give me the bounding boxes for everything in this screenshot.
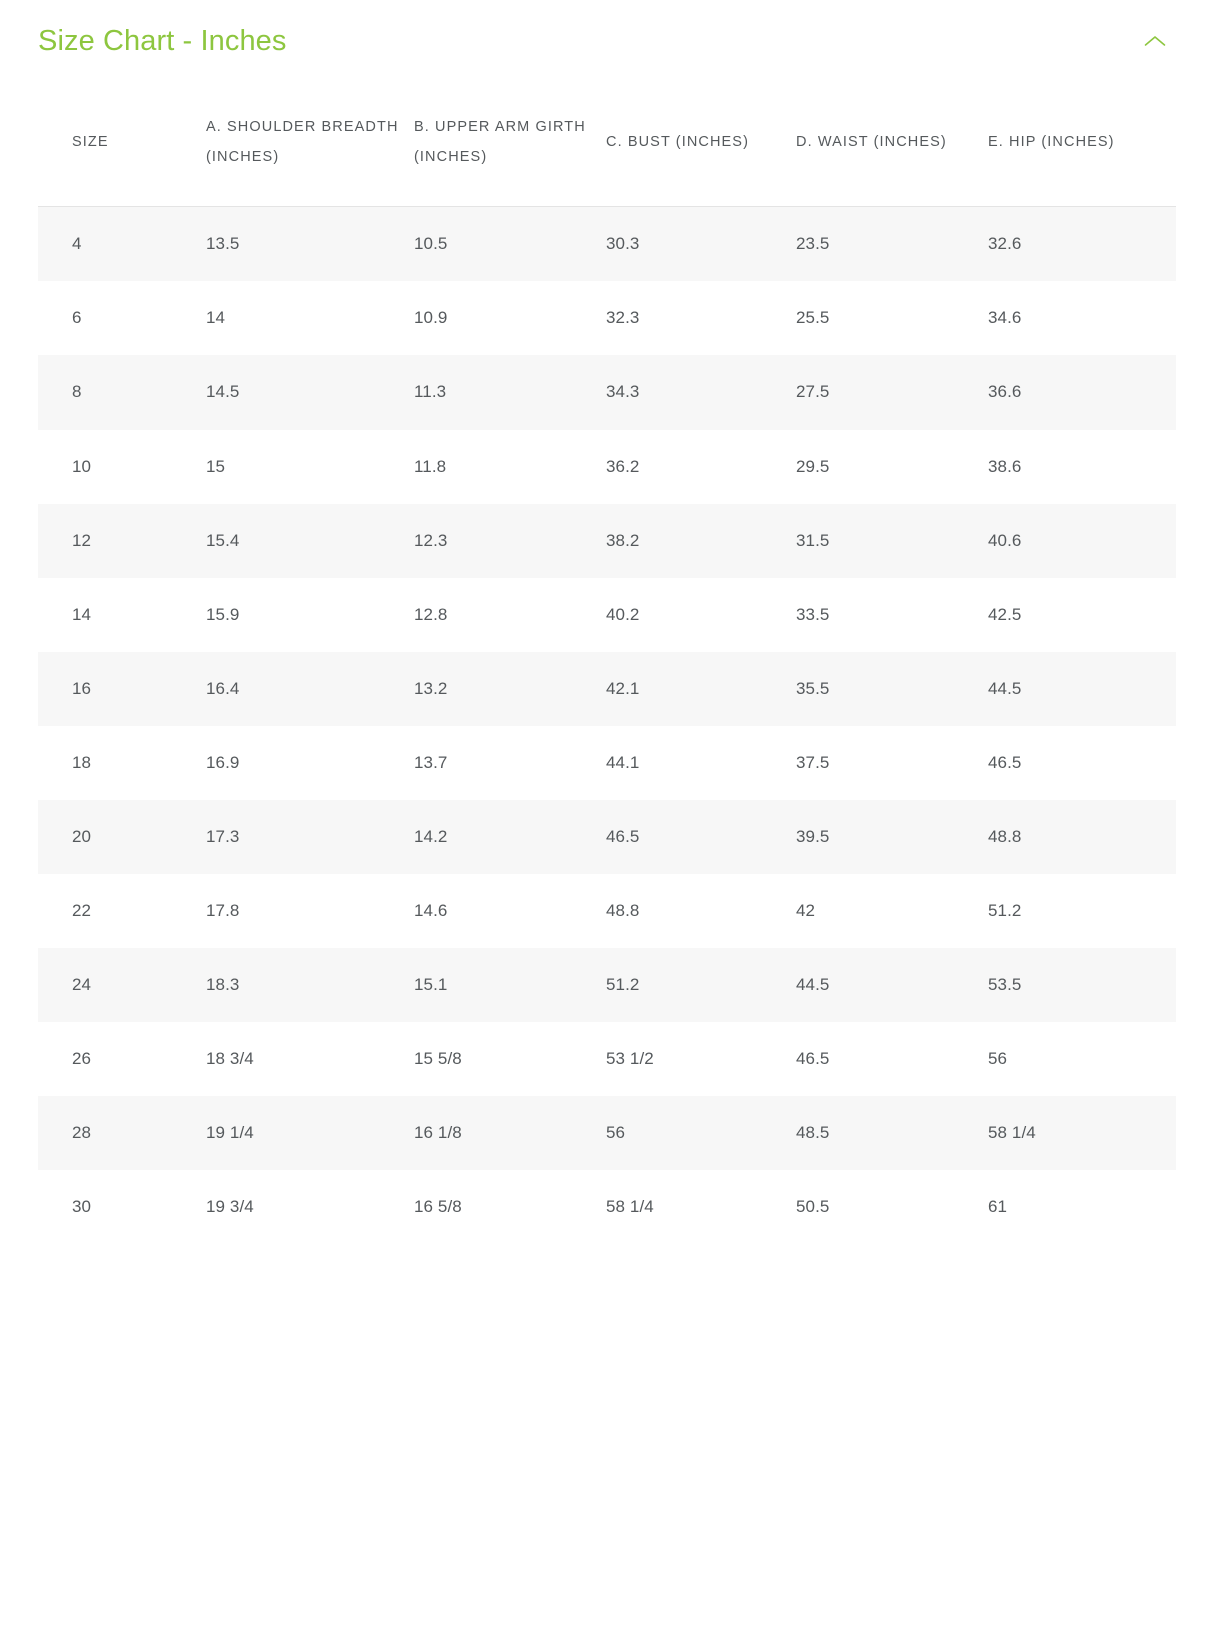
table-row [38, 504, 1176, 578]
cell-bust: 38.2 [606, 530, 640, 550]
cell-size: 4 [72, 234, 82, 254]
table-row [38, 726, 1176, 800]
cell-waist: 27.5 [796, 382, 830, 402]
table-row [38, 578, 1176, 652]
cell-shoulder-breadth: 17.8 [206, 901, 240, 921]
cell-upper-arm-girth: 16 5/8 [414, 1197, 462, 1217]
cell-waist: 35.5 [796, 678, 830, 698]
cell-hip: 53.5 [988, 975, 1022, 995]
cell-waist: 31.5 [796, 530, 830, 550]
cell-upper-arm-girth: 14.2 [414, 826, 448, 846]
cell-bust: 34.3 [606, 382, 640, 402]
cell-waist: 42 [796, 901, 816, 921]
cell-hip: 48.8 [988, 826, 1022, 846]
column-header-shoulder-breadth: A. SHOULDER BREADTH (INCHES) [206, 79, 414, 207]
table-row [38, 281, 1176, 355]
cell-shoulder-breadth: 18.3 [206, 975, 240, 995]
cell-shoulder-breadth: 15 [206, 456, 226, 476]
cell-hip: 42.5 [988, 604, 1022, 624]
cell-waist: 29.5 [796, 456, 830, 476]
column-header-upper-arm-girth: B. UPPER ARM GIRTH (INCHES) [414, 79, 606, 207]
table-row [38, 948, 1176, 1022]
cell-hip: 32.6 [988, 234, 1022, 254]
cell-hip: 51.2 [988, 901, 1022, 921]
cell-size: 6 [72, 308, 82, 328]
cell-size: 30 [72, 1197, 92, 1217]
cell-upper-arm-girth: 16 1/8 [414, 1123, 462, 1143]
cell-size: 18 [72, 752, 92, 772]
cell-bust: 58 1/4 [606, 1197, 654, 1217]
cell-size: 22 [72, 901, 92, 921]
cell-waist: 33.5 [796, 604, 830, 624]
cell-bust: 48.8 [606, 901, 640, 921]
table-row [38, 1170, 1176, 1244]
cell-shoulder-breadth: 14 [206, 308, 226, 328]
table-row [38, 355, 1176, 429]
cell-size: 24 [72, 975, 92, 995]
cell-bust: 56 [606, 1123, 626, 1143]
chevron-up-icon [1144, 35, 1166, 47]
cell-hip: 61 [988, 1197, 1008, 1217]
cell-upper-arm-girth: 12.3 [414, 530, 448, 550]
cell-size: 12 [72, 530, 92, 550]
cell-upper-arm-girth: 13.2 [414, 678, 448, 698]
table-row [38, 1096, 1176, 1170]
cell-bust: 40.2 [606, 604, 640, 624]
table-body [38, 207, 1176, 1245]
cell-hip: 38.6 [988, 456, 1022, 476]
cell-hip: 58 1/4 [988, 1123, 1036, 1143]
panel-header [0, 0, 1214, 79]
cell-bust: 44.1 [606, 752, 640, 772]
size-chart-table [38, 79, 1176, 1245]
cell-hip: 46.5 [988, 752, 1022, 772]
cell-waist: 37.5 [796, 752, 830, 772]
column-header-size: SIZE [38, 79, 206, 207]
column-header-waist: D. WAIST (INCHES) [796, 79, 988, 207]
cell-waist: 48.5 [796, 1123, 830, 1143]
table-head [38, 79, 1176, 207]
table-row [38, 652, 1176, 726]
cell-shoulder-breadth: 17.3 [206, 826, 240, 846]
cell-upper-arm-girth: 15 5/8 [414, 1049, 462, 1069]
cell-shoulder-breadth: 15.4 [206, 530, 240, 550]
cell-bust: 36.2 [606, 456, 640, 476]
table-row [38, 207, 1176, 282]
table-header-row [38, 79, 1176, 207]
cell-size: 14 [72, 604, 92, 624]
cell-bust: 51.2 [606, 975, 640, 995]
cell-size: 10 [72, 456, 92, 476]
cell-upper-arm-girth: 11.8 [414, 456, 447, 476]
cell-bust: 46.5 [606, 826, 640, 846]
cell-size: 8 [72, 382, 82, 402]
cell-waist: 46.5 [796, 1049, 830, 1069]
cell-shoulder-breadth: 15.9 [206, 604, 240, 624]
size-table-container [0, 79, 1214, 1245]
cell-upper-arm-girth: 10.9 [414, 308, 448, 328]
cell-waist: 44.5 [796, 975, 830, 995]
table-row [38, 1022, 1176, 1096]
cell-bust: 32.3 [606, 308, 640, 328]
cell-upper-arm-girth: 13.7 [414, 752, 448, 772]
cell-hip: 34.6 [988, 308, 1022, 328]
cell-upper-arm-girth: 14.6 [414, 901, 448, 921]
table-row [38, 874, 1176, 948]
collapse-toggle-button[interactable] [1136, 29, 1174, 53]
cell-size: 16 [72, 678, 92, 698]
cell-hip: 36.6 [988, 382, 1022, 402]
cell-shoulder-breadth: 16.9 [206, 752, 240, 772]
cell-shoulder-breadth: 18 3/4 [206, 1049, 254, 1069]
cell-shoulder-breadth: 16.4 [206, 678, 240, 698]
column-header-bust: C. BUST (INCHES) [606, 79, 796, 207]
cell-hip: 44.5 [988, 678, 1022, 698]
column-header-hip: E. HIP (INCHES) [988, 79, 1176, 207]
cell-shoulder-breadth: 13.5 [206, 234, 240, 254]
cell-upper-arm-girth: 11.3 [414, 382, 447, 402]
cell-waist: 50.5 [796, 1197, 830, 1217]
cell-bust: 42.1 [606, 678, 640, 698]
cell-bust: 30.3 [606, 234, 640, 254]
cell-hip: 56 [988, 1049, 1008, 1069]
table-row [38, 430, 1176, 504]
cell-shoulder-breadth: 19 1/4 [206, 1123, 254, 1143]
cell-upper-arm-girth: 15.1 [414, 975, 448, 995]
cell-waist: 39.5 [796, 826, 830, 846]
cell-size: 20 [72, 826, 92, 846]
page-title: Size Chart - Inches [38, 25, 287, 57]
cell-upper-arm-girth: 12.8 [414, 604, 448, 624]
cell-shoulder-breadth: 14.5 [206, 382, 240, 402]
cell-size: 26 [72, 1049, 92, 1069]
cell-shoulder-breadth: 19 3/4 [206, 1197, 254, 1217]
cell-bust: 53 1/2 [606, 1049, 654, 1069]
cell-hip: 40.6 [988, 530, 1022, 550]
cell-waist: 23.5 [796, 234, 830, 254]
cell-size: 28 [72, 1123, 92, 1143]
cell-waist: 25.5 [796, 308, 830, 328]
table-row [38, 800, 1176, 874]
cell-upper-arm-girth: 10.5 [414, 234, 448, 254]
